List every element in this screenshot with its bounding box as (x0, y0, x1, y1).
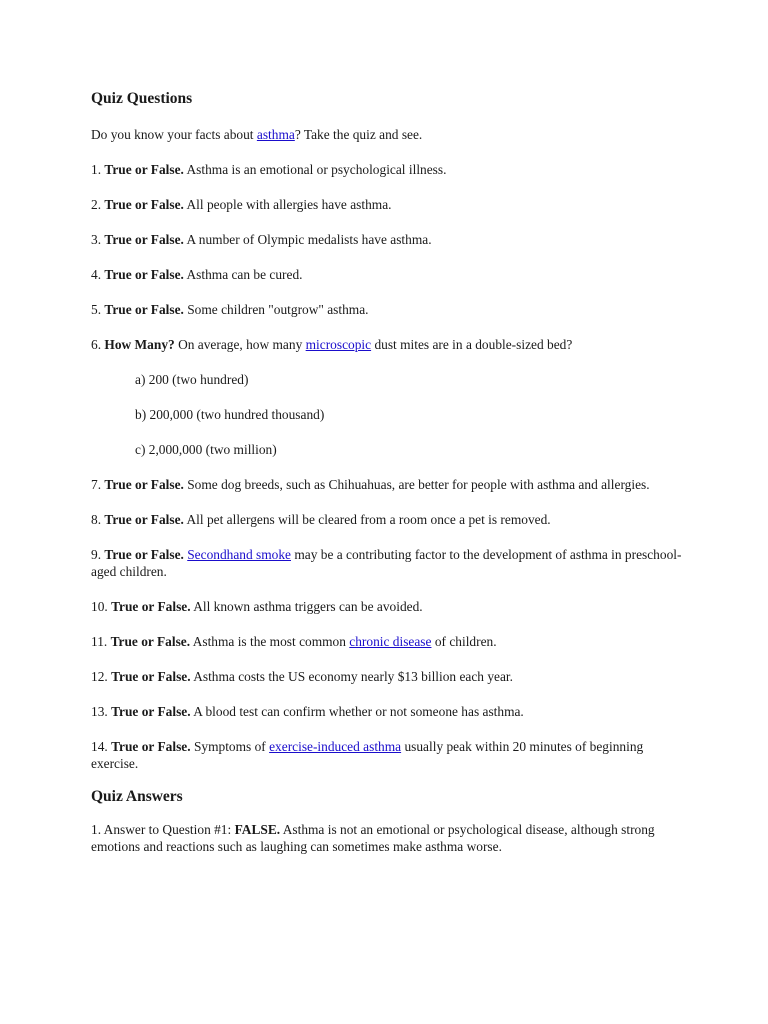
document-page (91, 88, 683, 855)
question-text: All known asthma triggers can be avoided. (193, 599, 423, 614)
question-text-after: of children. (434, 634, 497, 649)
question-label: True or False. (111, 599, 191, 614)
question-text: Asthma can be cured. (186, 267, 303, 282)
question-13 (91, 703, 683, 720)
q6-option-c: c) 2,000,000 (two million) (135, 442, 277, 457)
question-label: True or False. (104, 547, 184, 562)
question-text-after: may be a contributing factor to the development of asthma in preschool-aged children. (91, 547, 682, 579)
q6-option-a: a) 200 (two hundred) (135, 372, 249, 387)
asthma-link[interactable]: asthma (256, 127, 295, 142)
chronic-disease-link[interactable]: chronic disease (349, 634, 432, 649)
question-label: True or False. (104, 302, 184, 317)
question-label: True or False. (104, 232, 184, 247)
question-6 (91, 336, 683, 353)
question-number: 4. (91, 267, 102, 282)
question-label: True or False. (104, 197, 184, 212)
question-number: 7. (91, 477, 102, 492)
question-number: 2. (91, 197, 102, 212)
question-number: 14. (91, 739, 108, 754)
question-label: True or False. (104, 267, 184, 282)
intro-text-after: ? Take the quiz and see. (294, 127, 423, 142)
question-number: 1. (91, 162, 102, 177)
question-2 (91, 196, 683, 213)
question-label: True or False. (111, 669, 191, 684)
answer-text: Asthma is not an emotional or psychological disease, although strong emotions and reactions such as laughing can sometimes make asthma worse. (91, 822, 655, 854)
question-11 (91, 633, 683, 650)
question-text: All people with allergies have asthma. (186, 197, 392, 212)
quiz-answers-heading: Quiz Answers (91, 788, 183, 805)
question-4 (91, 266, 683, 283)
question-3 (91, 231, 683, 248)
question-number: 5. (91, 302, 102, 317)
question-number: 9. (91, 547, 102, 562)
question-text-before: On average, how many (178, 337, 303, 352)
question-text: Some dog breeds, such as Chihuahuas, are better for people with asthma and allergies. (187, 477, 650, 492)
question-number: 6. (91, 337, 102, 352)
secondhand-smoke-link[interactable]: Secondhand smoke (187, 547, 291, 562)
question-10 (91, 598, 683, 615)
question-text-before: Asthma is the most common (192, 634, 346, 649)
question-5 (91, 301, 683, 318)
answer-1 (91, 821, 683, 855)
answer-verdict: FALSE. (234, 822, 281, 837)
question-label: True or False. (104, 477, 184, 492)
question-text-before: Symptoms of (193, 739, 266, 754)
question-text-after: dust mites are in a double-sized bed? (374, 337, 573, 352)
exercise-induced-asthma-link[interactable]: exercise-induced asthma (269, 739, 402, 754)
question-text: Asthma is an emotional or psychological illness. (186, 162, 447, 177)
question-label: True or False. (104, 512, 184, 527)
microscopic-link[interactable]: microscopic (305, 337, 372, 352)
quiz-questions-heading: Quiz Questions (91, 90, 193, 107)
question-text-after: usually peak within 20 minutes of beginning exercise. (91, 739, 644, 771)
question-14 (91, 738, 683, 772)
question-text: A blood test can confirm whether or not someone has asthma. (193, 704, 524, 719)
question-number: 8. (91, 512, 102, 527)
question-label: True or False. (111, 704, 191, 719)
question-text: A number of Olympic medalists have asthma. (186, 232, 432, 247)
question-text: Asthma costs the US economy nearly $13 billion each year. (193, 669, 513, 684)
question-label: True or False. (111, 739, 191, 754)
question-number: 11. (91, 634, 108, 649)
question-text: Some children "outgrow" asthma. (187, 302, 369, 317)
question-8 (91, 511, 683, 528)
question-12 (91, 668, 683, 685)
q6-option-b: b) 200,000 (two hundred thousand) (135, 407, 325, 422)
question-number: 3. (91, 232, 102, 247)
question-number: 13. (91, 704, 108, 719)
intro-paragraph (91, 126, 683, 143)
question-label: True or False. (110, 634, 191, 649)
answer-prefix: 1. Answer to Question #1: (91, 822, 232, 837)
question-9 (91, 546, 683, 580)
question-label: True or False. (104, 162, 184, 177)
question-label: How Many? (104, 337, 175, 352)
question-number: 12. (91, 669, 108, 684)
question-number: 10. (91, 599, 108, 614)
question-text: All pet allergens will be cleared from a room once a pet is removed. (186, 512, 551, 527)
question-7 (91, 476, 683, 493)
question-1 (91, 161, 683, 178)
intro-text-before: Do you know your facts about (91, 127, 257, 142)
